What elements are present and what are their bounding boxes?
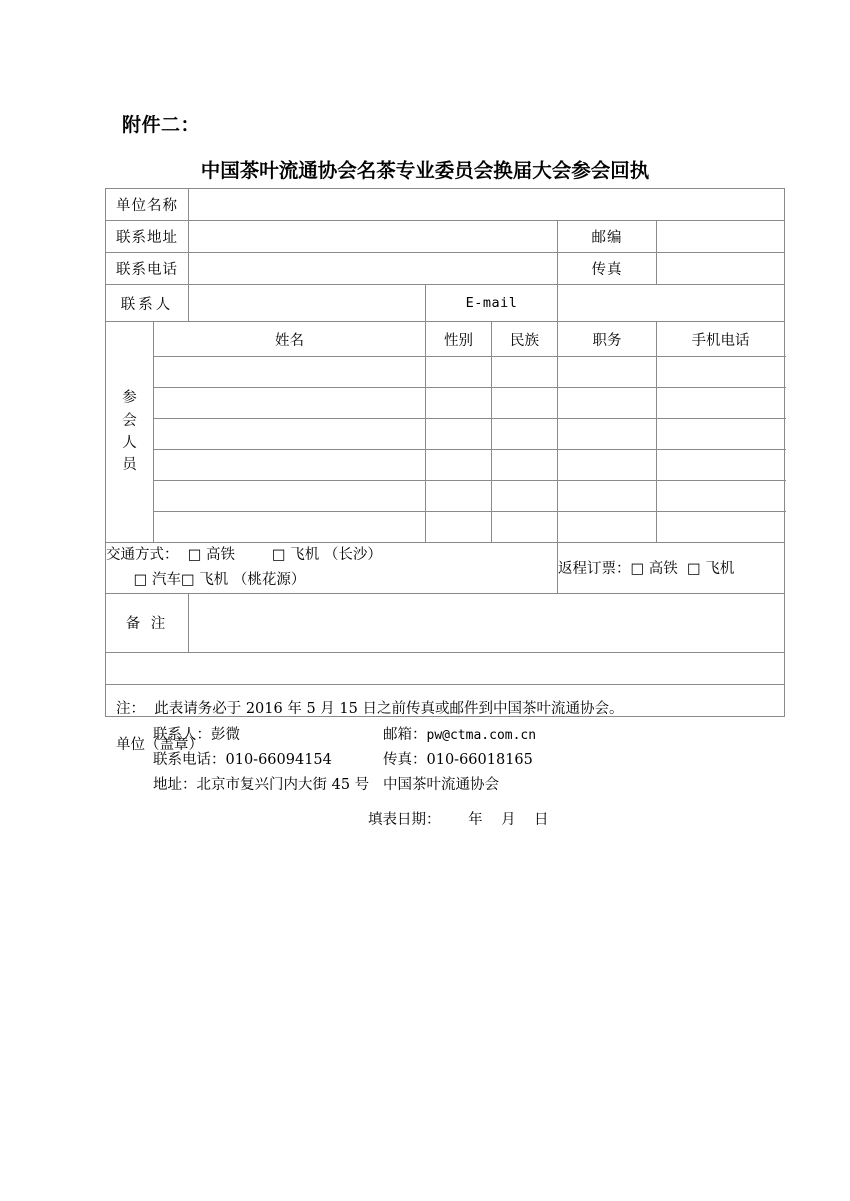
return-ticket-cell[interactable]: 返程订票：□ 高铁 □ 飞机 (558, 543, 785, 594)
phone-input[interactable] (189, 253, 558, 285)
attendee-mobile-input[interactable] (657, 512, 785, 543)
attendee-name-input[interactable] (154, 450, 426, 481)
contact-input[interactable] (189, 285, 426, 322)
notes-phone: 联系电话：010-66094154 (153, 751, 332, 768)
notes-email-label: 邮箱： (383, 726, 427, 743)
column-header-ethnicity: 民族 (492, 322, 558, 357)
address-label: 联系地址 (106, 221, 189, 253)
email-input[interactable] (558, 285, 785, 322)
page-title: 中国茶叶流通协会名茶专业委员会换届大会参会回执 (200, 159, 650, 182)
postcode-input[interactable] (657, 221, 785, 253)
table-row-remarks (106, 593, 785, 652)
table-row-attendee (106, 419, 785, 450)
table-row-attendee (106, 481, 785, 512)
attendee-position-input[interactable] (558, 419, 657, 450)
fax-label: 传真 (558, 253, 657, 285)
fax-input[interactable] (657, 253, 785, 285)
fill-date-line: 填表日期： 年 月 日 (368, 811, 549, 828)
attendee-name-input[interactable] (154, 512, 426, 543)
notes-address: 地址：北京市复兴门内大街 45 号 中国茶叶流通协会 (153, 776, 499, 793)
notes-row-phone (153, 746, 536, 771)
attendee-position-input[interactable] (558, 481, 657, 512)
attendee-ethnicity-input[interactable] (492, 419, 558, 450)
attendee-mobile-input[interactable] (657, 450, 785, 481)
attendee-position-input[interactable] (558, 450, 657, 481)
notes-fax-value: 010-66018165 (426, 751, 533, 768)
attendees-label-char-3: 人 (122, 435, 137, 451)
table-row-attendee (106, 512, 785, 543)
address-input[interactable] (189, 221, 558, 253)
contact-label: 联系人 (106, 285, 189, 322)
attachment-label: 附件二： (122, 114, 201, 136)
attendee-gender-input[interactable] (426, 419, 492, 450)
column-header-mobile: 手机电话 (657, 322, 785, 357)
notes-contact-person: 联系人：彭微 (153, 726, 240, 743)
table-row-signature (106, 652, 785, 684)
attendee-position-input[interactable] (558, 512, 657, 543)
transport-line-1: 交通方式： □ 高铁 □ 飞机 （长沙） (106, 547, 382, 563)
attendee-mobile-input[interactable] (657, 481, 785, 512)
transport-options-cell[interactable] (106, 543, 558, 594)
attendee-position-input[interactable] (558, 388, 657, 419)
unit-name-input[interactable] (189, 189, 785, 221)
attendee-gender-input[interactable] (426, 512, 492, 543)
table-row-address (106, 221, 785, 253)
table-row-phone (106, 253, 785, 285)
transport-line-2: □ 汽车□ 飞机 （桃花源） (106, 571, 306, 588)
attendee-mobile-input[interactable] (657, 419, 785, 450)
attendee-ethnicity-input[interactable] (492, 481, 558, 512)
attendee-ethnicity-input[interactable] (492, 357, 558, 388)
attendee-gender-input[interactable] (426, 388, 492, 419)
unit-name-label: 单位名称 (106, 189, 189, 221)
attendee-name-input[interactable] (154, 419, 426, 450)
attendees-label-char-1: 参 (122, 390, 137, 407)
notes-fax (383, 748, 533, 769)
table-row-attendee (106, 357, 785, 388)
notes-contact-grid (153, 721, 536, 796)
attendee-ethnicity-input[interactable] (492, 512, 558, 543)
column-header-name: 姓名 (154, 322, 426, 357)
postcode-label: 邮编 (558, 221, 657, 253)
notes-email-value: pw@ctma.com.cn (426, 727, 537, 743)
notes-email (383, 723, 536, 744)
notes-fax-label: 传真： (383, 751, 427, 768)
attendee-name-input[interactable] (154, 357, 426, 388)
attendee-gender-input[interactable] (426, 481, 492, 512)
attendees-section-label (106, 322, 154, 543)
email-label: E-mail (426, 285, 558, 322)
notes-line-1 (116, 697, 623, 718)
phone-label: 联系电话 (106, 253, 189, 285)
attendee-gender-input[interactable] (426, 450, 492, 481)
table-row-attendee (106, 388, 785, 419)
attendees-label-char-2: 会 (122, 412, 137, 429)
attendee-name-input[interactable] (154, 388, 426, 419)
attendee-ethnicity-input[interactable] (492, 388, 558, 419)
table-row-transport (106, 543, 785, 594)
attendee-position-input[interactable] (558, 357, 657, 388)
table-row-unit-name (106, 189, 785, 221)
table-row-attendee (106, 450, 785, 481)
attendee-gender-input[interactable] (426, 357, 492, 388)
remarks-input[interactable] (189, 593, 785, 652)
attendee-mobile-input[interactable] (657, 357, 785, 388)
notes-row-contact (153, 721, 536, 746)
reply-slip-table (105, 188, 785, 828)
notes-deadline-text: 此表请务必于 2016 年 5 月 15 日之前传真或邮件到中国茶叶流通协会。 (154, 700, 624, 717)
attendees-label-char-4: 员 (122, 457, 137, 474)
unit-seal-label: 单位（盖章） (116, 736, 203, 753)
table-row-notes (106, 684, 785, 716)
column-header-position: 职务 (558, 322, 657, 357)
column-header-gender: 性别 (426, 322, 492, 357)
table-row-attendee-header (106, 322, 785, 357)
remarks-label: 备 注 (106, 593, 189, 652)
attendee-ethnicity-input[interactable] (492, 450, 558, 481)
notes-row-address (153, 771, 536, 796)
attendee-name-input[interactable] (154, 481, 426, 512)
notes-prefix: 注： (116, 700, 145, 717)
attendee-mobile-input[interactable] (657, 388, 785, 419)
table-row-contact (106, 285, 785, 322)
